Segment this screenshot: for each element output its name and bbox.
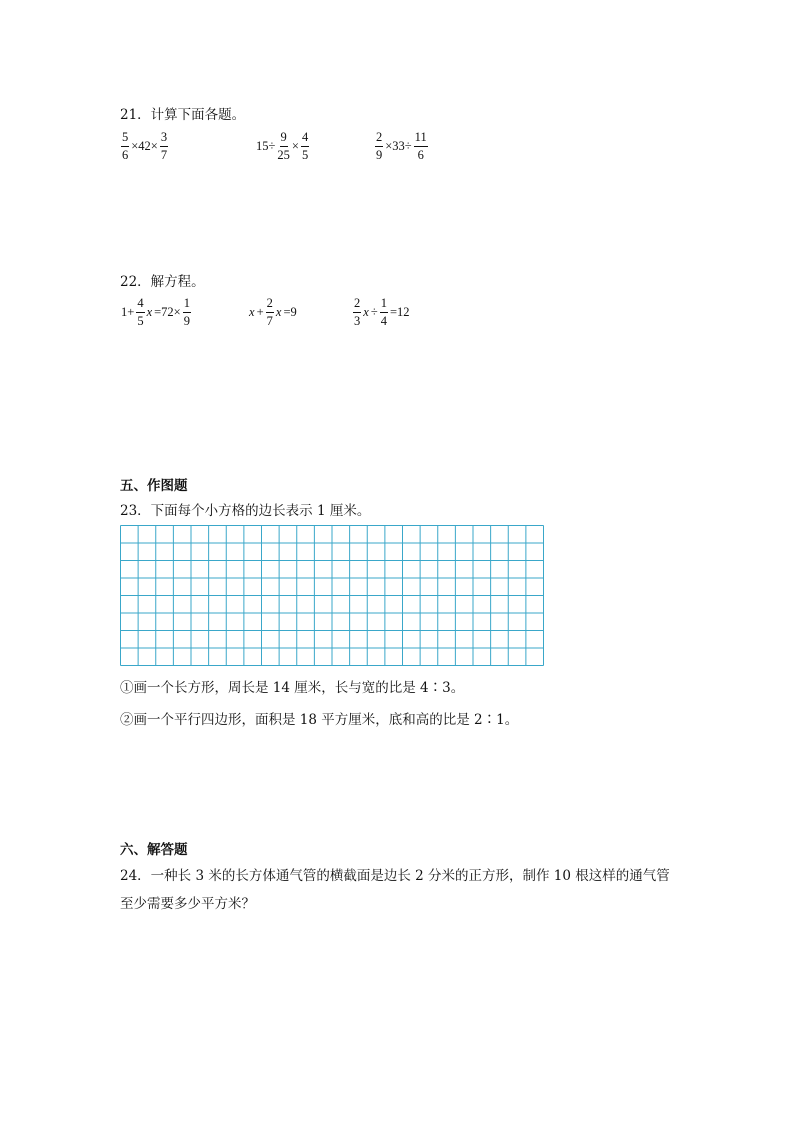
q22-equation-3: $\frac{2}{3}$ x ÷ $\frac{1}{4}$ =12 (354, 296, 410, 328)
fraction: $\frac{2}{3}$ (354, 296, 361, 328)
q23-item-1: ①画一个长方形，周长是 14 厘米，长与宽的比是 4∶3。 (120, 680, 465, 696)
fraction: $\frac{11}{6}$ (414, 130, 427, 162)
q21-title: 21．计算下面各题。 (120, 107, 246, 123)
fraction: $\frac{4}{5}$ (137, 296, 144, 328)
fraction: $\frac{5}{6}$ (122, 130, 129, 162)
q22-equation-2: x + $\frac{2}{7}$ x =9 (249, 296, 297, 328)
q21-expr-2: 15÷ $\frac{9}{25}$ × $\frac{4}{5}$ (256, 130, 309, 162)
q24-line-1: 24．一种长 3 米的长方体通气管的横截面是边长 2 分米的正方形，制作 10 根这样的通气管 (120, 868, 670, 884)
q23-item-2: ②画一个平行四边形，面积是 18 平方厘米，底和高的比是 2∶1。 (120, 712, 519, 728)
q21-expr-1: $\frac{5}{6}$ ×42× $\frac{3}{7}$ (122, 130, 168, 162)
section-6-heading: 六、解答题 (120, 842, 188, 858)
fraction: $\frac{1}{9}$ (183, 296, 190, 328)
fraction: $\frac{1}{4}$ (380, 296, 387, 328)
q23-title: 23．下面每个小方格的边长表示 1 厘米。 (120, 503, 371, 519)
fraction: $\frac{4}{5}$ (301, 130, 309, 162)
fraction: $\frac{2}{9}$ (376, 130, 383, 162)
drawing-grid[interactable] (120, 525, 544, 666)
q21-expr-3: $\frac{2}{9}$ ×33÷ $\frac{11}{6}$ (376, 130, 427, 162)
fraction: $\frac{2}{7}$ (266, 296, 273, 328)
fraction: $\frac{3}{7}$ (160, 130, 168, 162)
section-5-heading: 五、作图题 (120, 478, 188, 494)
q24-line-2: 至少需要多少平方米？ (120, 896, 255, 912)
fraction: $\frac{9}{25}$ (277, 130, 290, 162)
q22-equation-1: 1+ $\frac{4}{5}$ x =72× $\frac{1}{9}$ (121, 296, 190, 328)
q22-title: 22．解方程。 (120, 274, 205, 290)
